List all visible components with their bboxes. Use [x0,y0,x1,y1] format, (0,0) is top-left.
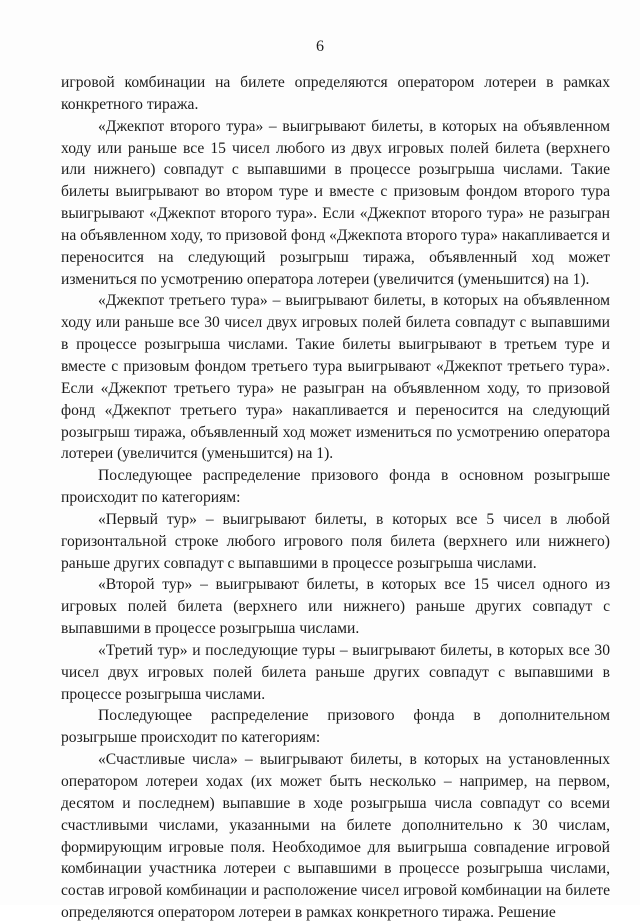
paragraph-third-round: «Третий тур» и последующие туры – выигрывают билеты, в которых все 30 чисел двух игровых полей билета раньше других совпадут с выпавшими в процессе розыгрыша числами. [61,641,610,703]
paragraph-second-round: «Второй тур» – выигрывают билеты, в которых все 15 чисел одного из игровых полей билета (верхнего или нижнего) раньше других совпадут с выпавшими в процессе розыгрыша числами. [61,576,610,638]
paragraph-lucky-numbers: «Счастливые числа» – выигрывают билеты, в которых на установленных оператором лотереи ходах (их может быть несколько – например, на первом, десятом и последнем) выпавшие в ходе розыгрыша числа совпадут со всеми счастливыми числами, указанными на билете дополнительно к 30 числам, формирующим игровые поля. Необходимое для выигрыша совпадение игровой комбинации участника лотереи с выпавшими в процессе розыгрыша числами, состав игровой комбинации и расположение чисел игровой комбинации на билете определяются оператором лотереи в рамках конкретного тиража. Решение [61,751,610,922]
paragraph-main-draw-distribution: Последующее распределение призового фонда в основном розыгрыше происходит по категориям: [61,467,610,507]
paragraph-continuation: игровой комбинации на билете определяются оператором лотереи в рамках конкретного тиража. [61,74,610,113]
document-body [61,72,610,924]
paragraph-additional-draw-distribution: Последующее распределение призового фонда в дополнительном розыгрыше происходит по категориям: [61,707,610,747]
paragraph-jackpot-second-round: «Джекпот второго тура» – выигрывают билеты, в которых на объявленном ходу или раньше все 15 чисел любого из двух игровых полей билета (верхнего или нижнего) совпадут с выпавшими в процессе розыгрыша числами. Такие билеты выигрывают во втором туре и вместе с призовым фондом второго тура выигрывают «Джекпот второго тура». Если «Джекпот второго тура» не разыгран на объявленном ходу, то призовой фонд «Джекпота второго тура» накапливается и переносится на следующий розыгрыш тиража, объявленный ход может измениться по усмотрению оператора лотереи (увеличится (уменьшится) на 1). [61,117,610,288]
paragraph-first-round: «Первый тур» – выигрывают билеты, в которых все 5 чисел в любой горизонтальной строке любого игрового поля билета (верхнего или нижнего) раньше других совпадут с выпавшими в процессе розыгрыша числами. [61,510,610,572]
paragraph-jackpot-third-round: «Джекпот третьего тура» – выигрывают билеты, в которых на объявленном ходу или раньше все 30 чисел двух игровых полей билета совпадут с выпавшими в процессе розыгрыша числами. Такие билеты выигрывают в третьем туре и вместе с призовым фондом третьего тура выигрывают «Джекпот третьего тура». Если «Джекпот третьего тура» не разыгран на объявленном ходу, то призовой фонд «Джекпот третьего тура» накапливается и переносится на следующий розыгрыш тиража, объявленный ход может измениться по усмотрению оператора лотереи (увеличится (уменьшится) на 1). [61,292,610,463]
page-number: 6 [316,38,324,55]
